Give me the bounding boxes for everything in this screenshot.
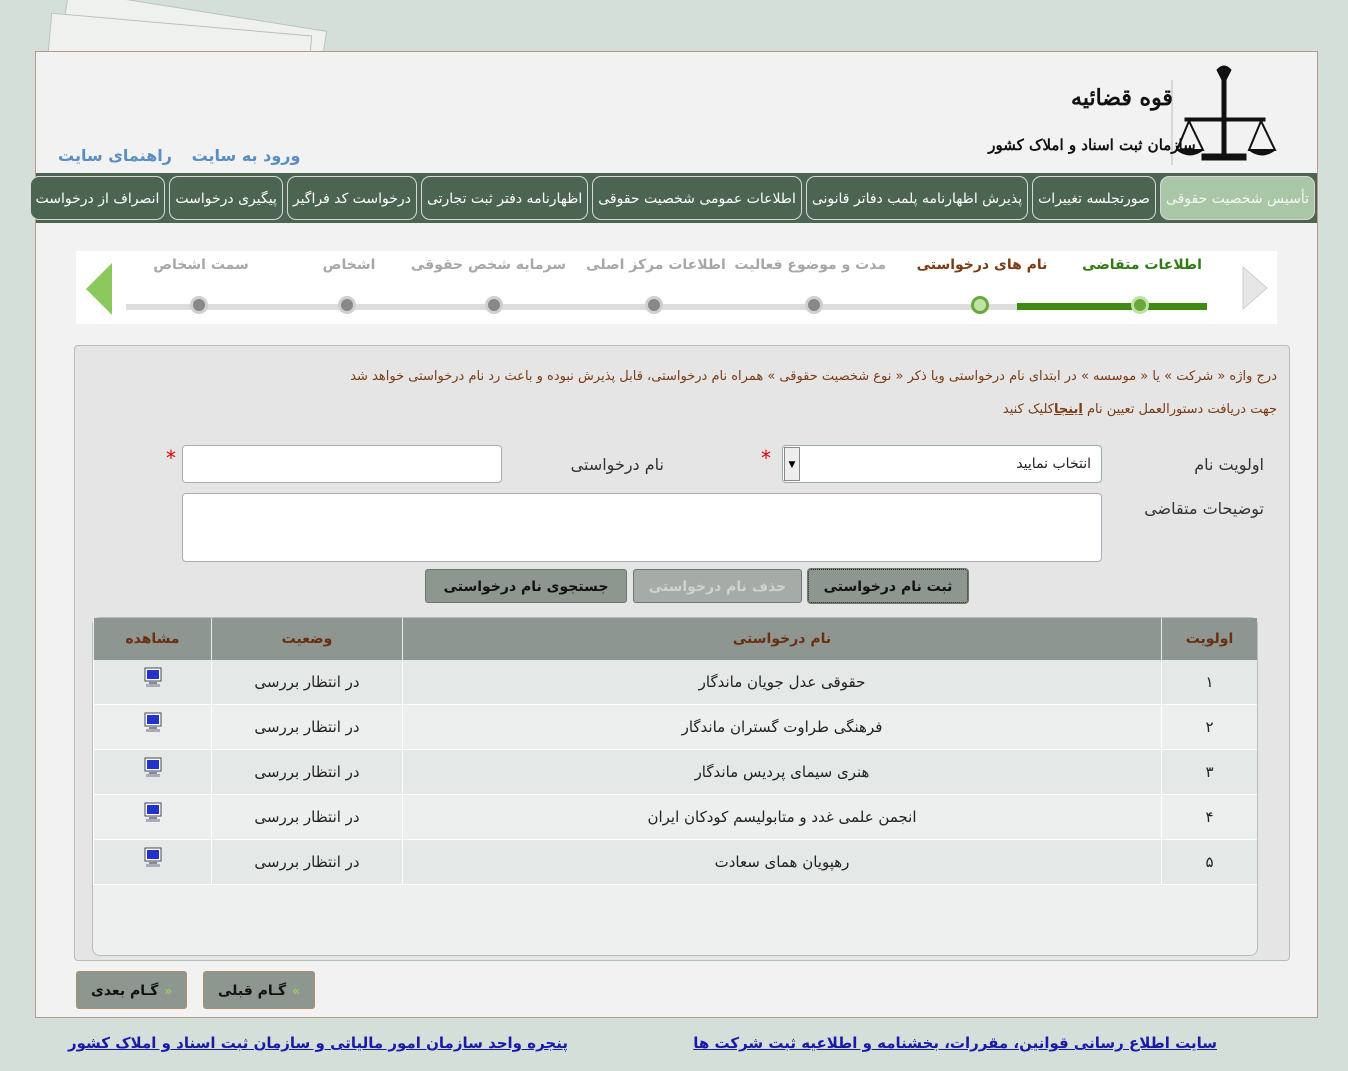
wizard-step[interactable] <box>734 251 886 324</box>
login-link[interactable]: ورود به سایت <box>191 146 301 165</box>
requested-names-table <box>92 617 1258 956</box>
cell-status: در انتظار بررسی <box>212 795 403 840</box>
table-row[interactable] <box>94 795 1258 840</box>
cell-status: در انتظار بررسی <box>212 840 403 885</box>
svg-text:قوه قضائیه: قوه قضائیه <box>1071 85 1173 111</box>
cell-priority: ۴ <box>1162 795 1258 840</box>
register-name-button[interactable]: ثبت نام درخواستی <box>808 569 968 603</box>
monitor-view-icon[interactable] <box>142 667 164 689</box>
wizard-step[interactable] <box>279 251 419 324</box>
menu-item-seal-declaration[interactable]: پذیرش اظهارنامه پلمب دفاتر قانونی <box>806 176 1028 220</box>
wizard-step[interactable] <box>131 251 271 324</box>
wizard-step-check-icon <box>1131 296 1149 314</box>
footer-link-regulations[interactable]: سایت اطلاع رسانی قوانین، مقررات، بخشنامه و اطلاعیه ثبت شرکت ها <box>693 1034 1217 1052</box>
cell-view <box>94 795 212 840</box>
wizard-step[interactable] <box>1072 251 1212 324</box>
svg-text:سازمان ثبت اسناد و املاک کشور: سازمان ثبت اسناد و املاک کشور <box>988 136 1196 154</box>
wizard-step-dot <box>971 296 989 314</box>
menu-item-commerce-register[interactable]: اظهارنامه دفتر ثبت تجارتی <box>421 176 588 220</box>
menu-item-track-request[interactable]: پیگیری درخواست <box>169 176 282 220</box>
requested-name-label: نام درخواستی <box>570 455 664 474</box>
table-row[interactable] <box>94 840 1258 885</box>
table-row[interactable] <box>94 705 1258 750</box>
wizard-step-dot <box>645 296 663 314</box>
wizard-step-label: اشخاص <box>322 257 376 273</box>
requested-names-panel <box>74 345 1290 961</box>
main-frame <box>35 51 1318 1018</box>
wizard-step-dot <box>485 296 503 314</box>
column-header-name[interactable]: نام درخواستی <box>403 618 1162 660</box>
cell-view <box>94 840 212 885</box>
chevron-down-icon[interactable]: ▼ <box>784 447 800 481</box>
help-link[interactable]: راهنمای سایت <box>58 146 172 165</box>
double-chevron-icon: « <box>164 984 173 998</box>
double-chevron-icon: » <box>292 984 300 998</box>
wizard-step[interactable] <box>586 251 726 324</box>
search-name-button[interactable]: جستجوی نام درخواستی <box>425 569 627 603</box>
notice-text <box>87 360 1277 426</box>
wizard-step-dot <box>338 296 356 314</box>
main-menu <box>36 173 1317 223</box>
wizard-step[interactable] <box>410 251 566 324</box>
wizard-step-label: سمت اشخاص <box>153 257 249 273</box>
priority-select-value: انتخاب نمایید <box>1016 456 1091 472</box>
cell-priority: ۵ <box>1162 840 1258 885</box>
requested-name-input[interactable] <box>182 445 502 483</box>
notice-line-2: جهت دریافت دستورالعمل تعیین نام اینجاکلیک کنید <box>1002 402 1277 417</box>
scales-emblem-icon <box>988 60 1287 172</box>
instructions-link[interactable]: اینجا <box>1053 402 1083 417</box>
wizard-back-arrow-icon[interactable] <box>84 261 114 321</box>
wizard-step-label: نام های درخواستی <box>916 257 1048 273</box>
cell-view <box>94 660 212 705</box>
table-row[interactable] <box>94 750 1258 795</box>
table-row[interactable] <box>94 660 1258 705</box>
wizard-progress <box>76 251 1277 324</box>
cell-name: رهپویان همای سعادت <box>403 840 1162 885</box>
cell-name: حقوقی عدل جویان ماندگار <box>403 660 1162 705</box>
delete-name-button[interactable]: حذف نام درخواستی <box>633 569 802 603</box>
header-links <box>44 146 300 165</box>
required-mark: * <box>761 446 771 470</box>
required-mark: * <box>166 446 176 470</box>
footer-link-single-window[interactable]: پنجره واحد سازمان امور مالیاتی و سازمان ثبت اسناد و املاک کشور <box>67 1034 568 1052</box>
description-label: توضیحات متقاضی <box>1144 499 1264 518</box>
notice-line-1: درج واژه « شرکت » یا « موسسه » در ابتدای نام درخواستی ویا ذکر « نوع شخصیت حقوقی » همراه نام درخواستی، قابل پذیرش نبوده و باعث رد نام درخواستی خواهد شد <box>350 369 1277 384</box>
cell-priority: ۳ <box>1162 750 1258 795</box>
menu-item-establish[interactable]: تأسیس شخصیت حقوقی <box>1160 176 1315 220</box>
wizard-forward-arrow-icon[interactable] <box>1239 265 1269 315</box>
table-header-row <box>94 618 1258 660</box>
judiciary-logo <box>988 60 1287 172</box>
monitor-view-icon[interactable] <box>142 712 164 734</box>
menu-item-general-info[interactable]: اطلاعات عمومی شخصیت حقوقی <box>592 176 802 220</box>
cell-status: در انتظار بررسی <box>212 750 403 795</box>
cell-name: فرهنگی طراوت گستران ماندگار <box>403 705 1162 750</box>
monitor-view-icon[interactable] <box>142 757 164 779</box>
description-textarea[interactable] <box>182 493 1102 562</box>
previous-step-button[interactable]: »گـام قبلی <box>203 971 315 1009</box>
wizard-step-dot <box>190 296 208 314</box>
column-header-view[interactable]: مشاهده <box>94 618 212 660</box>
menu-item-cancel-request[interactable]: انصراف از درخواست <box>30 176 166 220</box>
wizard-step-label: اطلاعات مرکز اصلی <box>586 257 726 273</box>
cell-view <box>94 750 212 795</box>
priority-label: اولویت نام <box>1194 455 1264 474</box>
monitor-view-icon[interactable] <box>142 802 164 824</box>
cell-status: در انتظار بررسی <box>212 705 403 750</box>
column-header-status[interactable]: وضعیت <box>212 618 403 660</box>
cell-name: انجمن علمی غدد و متابولیسم کودکان ایران <box>403 795 1162 840</box>
wizard-step-dot <box>805 296 823 314</box>
wizard-step-label: مدت و موضوع فعالیت <box>734 257 886 273</box>
cell-priority: ۱ <box>1162 660 1258 705</box>
cell-name: هنری سیمای پردیس ماندگار <box>403 750 1162 795</box>
wizard-step-label: اطلاعات متقاضی <box>1082 257 1202 273</box>
monitor-view-icon[interactable] <box>142 847 164 869</box>
next-step-button[interactable]: «گـام بعدی <box>76 971 187 1009</box>
menu-item-global-code[interactable]: درخواست کد فراگیر <box>287 176 417 220</box>
cell-view <box>94 705 212 750</box>
column-header-priority[interactable]: اولویت <box>1162 618 1258 660</box>
cell-status: در انتظار بررسی <box>212 660 403 705</box>
cell-priority: ۲ <box>1162 705 1258 750</box>
priority-select[interactable] <box>782 445 1102 483</box>
wizard-step[interactable] <box>912 251 1052 324</box>
wizard-step-label: سرمایه شخص حقوقی <box>410 257 566 273</box>
menu-item-changes-minutes[interactable]: صورتجلسه تغییرات <box>1032 176 1156 220</box>
